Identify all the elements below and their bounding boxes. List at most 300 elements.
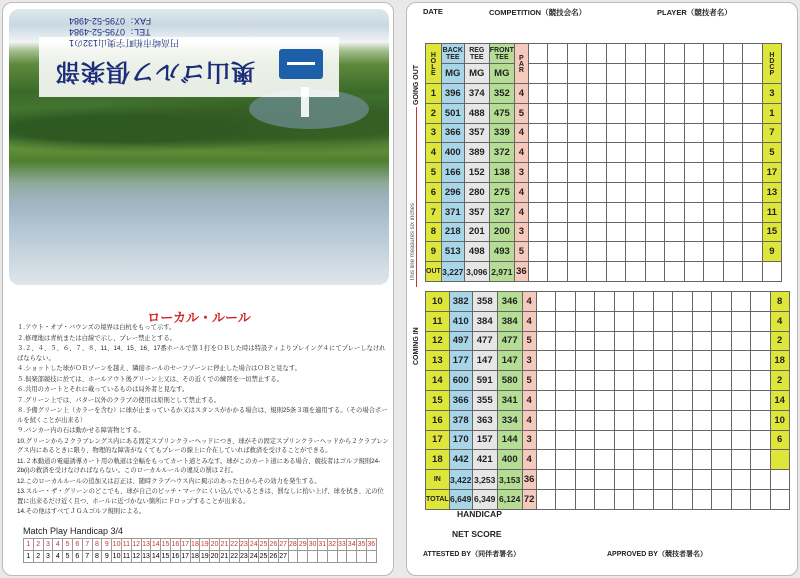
score-cell[interactable] [614,390,634,410]
score-cell[interactable] [743,182,763,202]
score-cell[interactable] [595,371,615,391]
score-cell[interactable] [634,292,654,312]
score-cell[interactable] [567,182,587,202]
score-cell[interactable] [567,163,587,183]
score-cell[interactable] [634,489,654,509]
score-cell[interactable] [606,143,626,163]
address-line: FAX：0795-52-4984 [69,16,152,26]
score-cell[interactable] [536,390,556,410]
score-cell[interactable] [665,103,685,123]
score-cell[interactable] [704,103,724,123]
score-cell[interactable] [673,351,693,371]
back-tee-yards: 378 [449,410,472,430]
score-cell[interactable] [731,450,751,470]
score-cell[interactable] [626,262,646,282]
score-cell[interactable] [567,64,587,84]
score-cell[interactable] [626,182,646,202]
score-cell[interactable] [743,202,763,222]
score-cell[interactable] [665,222,685,242]
score-cell[interactable] [712,470,732,490]
score-cell[interactable] [587,123,607,143]
score-cell[interactable] [548,202,568,222]
score-cell[interactable] [587,202,607,222]
score-cell[interactable] [606,123,626,143]
score-cell[interactable] [653,331,673,351]
score-cell[interactable] [556,410,576,430]
score-cell[interactable] [704,163,724,183]
score-cell[interactable] [723,123,743,143]
score-cell[interactable] [673,371,693,391]
reg-tee-yards: 280 [464,182,489,202]
score-cell[interactable] [587,182,607,202]
score-cell[interactable] [762,262,781,282]
score-cell[interactable] [692,351,712,371]
score-cell[interactable] [528,64,548,84]
score-cell[interactable] [692,292,712,312]
score-cell[interactable] [731,489,751,509]
score-cell[interactable] [614,410,634,430]
score-cell[interactable] [731,390,751,410]
score-cell[interactable] [645,163,665,183]
score-cell[interactable] [704,222,724,242]
score-cell[interactable] [567,143,587,163]
score-cell[interactable] [731,430,751,450]
back-tee-yards: 6,649 [449,489,472,509]
score-cell[interactable] [614,292,634,312]
score-cell[interactable] [614,331,634,351]
score-cell[interactable] [587,222,607,242]
score-cell[interactable] [673,470,693,490]
score-cell[interactable] [548,84,568,104]
hole-number: 4 [426,143,442,163]
score-cell[interactable] [751,410,771,430]
score-cell[interactable] [743,64,763,84]
rule-item: 12.このローカルルールの追加又は訂正は、随時クラブハウス内に掲示のあった日からその効力を発生する。 [17,477,321,485]
score-cell[interactable] [645,84,665,104]
score-cell[interactable] [673,292,693,312]
score-cell[interactable] [645,262,665,282]
hdcp-value: 6 [770,430,789,450]
score-cell[interactable] [684,242,704,262]
score-cell[interactable] [645,44,665,64]
score-cell[interactable] [712,311,732,331]
score-cell[interactable] [614,470,634,490]
score-cell[interactable] [528,163,548,183]
score-cell[interactable] [712,371,732,391]
score-cell[interactable] [751,371,771,391]
score-cell[interactable] [595,410,615,430]
score-cell[interactable] [673,489,693,509]
score-cell[interactable] [536,311,556,331]
score-cell[interactable] [606,262,626,282]
score-cell[interactable] [751,470,771,490]
score-cell[interactable] [653,390,673,410]
score-cell[interactable] [595,470,615,490]
score-cell[interactable] [548,123,568,143]
score-cell[interactable] [723,103,743,123]
score-cell[interactable] [556,470,576,490]
score-cell[interactable] [595,292,615,312]
score-cell[interactable] [653,311,673,331]
score-cell[interactable] [528,262,548,282]
score-cell[interactable] [731,371,751,391]
score-cell[interactable] [692,410,712,430]
score-cell[interactable] [665,242,685,262]
hdcp-value: 10 [770,410,789,430]
score-cell[interactable] [595,311,615,331]
score-cell[interactable] [595,430,615,450]
score-cell[interactable] [634,351,654,371]
score-cell[interactable] [634,390,654,410]
score-cell[interactable] [704,123,724,143]
score-cell[interactable] [575,470,595,490]
score-cell[interactable] [575,292,595,312]
score-cell[interactable] [723,44,743,64]
score-cell[interactable] [704,202,724,222]
score-cell[interactable] [595,450,615,470]
hole-number: OUT [426,262,442,282]
score-cell[interactable] [751,351,771,371]
score-cell[interactable] [653,371,673,391]
score-cell[interactable] [614,371,634,391]
score-cell[interactable] [626,143,646,163]
score-cell[interactable] [712,450,732,470]
score-cell[interactable] [626,242,646,262]
score-cell[interactable] [751,450,771,470]
score-cell[interactable] [743,103,763,123]
score-cell[interactable] [528,182,548,202]
score-cell[interactable] [548,44,568,64]
score-cell[interactable] [684,64,704,84]
score-cell[interactable] [743,44,763,64]
score-cell[interactable] [645,222,665,242]
score-cell[interactable] [536,292,556,312]
score-cell[interactable] [684,202,704,222]
score-cell[interactable] [548,163,568,183]
score-cell[interactable] [548,222,568,242]
score-cell[interactable] [634,470,654,490]
mp-cell: 11 [121,551,131,563]
score-cell[interactable] [743,143,763,163]
score-cell[interactable] [614,311,634,331]
score-cell[interactable] [692,470,712,490]
score-cell[interactable] [731,311,751,331]
score-cell[interactable] [723,262,743,282]
score-cell[interactable] [626,163,646,183]
score-cell[interactable] [575,311,595,331]
score-cell[interactable] [770,489,789,509]
score-cell[interactable] [626,123,646,143]
score-cell[interactable] [712,410,732,430]
mp-cell: 22 [229,539,239,551]
score-cell[interactable] [567,44,587,64]
score-cell[interactable] [723,202,743,222]
score-cell[interactable] [723,222,743,242]
score-cell[interactable] [567,123,587,143]
score-cell[interactable] [665,143,685,163]
score-cell[interactable] [665,44,685,64]
score-cell[interactable] [653,470,673,490]
score-cell[interactable] [665,64,685,84]
score-cell[interactable] [614,489,634,509]
score-cell[interactable] [692,311,712,331]
score-cell[interactable] [653,351,673,371]
score-cell[interactable] [587,163,607,183]
score-cell[interactable] [606,103,626,123]
score-cell[interactable] [723,143,743,163]
score-cell[interactable] [665,262,685,282]
score-cell[interactable] [567,84,587,104]
score-cell[interactable] [536,331,556,351]
score-cell[interactable] [587,242,607,262]
score-cell[interactable] [723,182,743,202]
score-cell[interactable] [528,103,548,123]
score-cell[interactable] [684,143,704,163]
score-cell[interactable] [653,489,673,509]
score-cell[interactable] [575,331,595,351]
score-cell[interactable] [645,182,665,202]
score-cell[interactable] [653,410,673,430]
score-cell[interactable] [712,390,732,410]
score-cell[interactable] [606,64,626,84]
score-cell[interactable] [567,262,587,282]
score-cell[interactable] [536,371,556,391]
score-cell[interactable] [731,331,751,351]
score-cell[interactable] [665,182,685,202]
score-cell[interactable] [704,64,724,84]
score-cell[interactable] [556,292,576,312]
score-cell[interactable] [556,489,576,509]
score-cell[interactable] [665,163,685,183]
score-cell[interactable] [548,103,568,123]
score-cell[interactable] [712,489,732,509]
score-cell[interactable] [528,202,548,222]
score-cell[interactable] [556,331,576,351]
score-cell[interactable] [528,222,548,242]
score-cell[interactable] [684,84,704,104]
score-cell[interactable] [673,410,693,430]
score-cell[interactable] [731,351,751,371]
score-cell[interactable] [645,202,665,222]
score-cell[interactable] [712,331,732,351]
score-cell[interactable] [634,331,654,351]
score-cell[interactable] [575,410,595,430]
score-cell[interactable] [673,430,693,450]
score-cell[interactable] [684,222,704,242]
score-cell[interactable] [731,410,751,430]
score-cell[interactable] [626,103,646,123]
score-cell[interactable] [751,489,771,509]
score-cell[interactable] [575,351,595,371]
score-cell[interactable] [528,143,548,163]
score-cell[interactable] [712,351,732,371]
score-cell[interactable] [692,450,712,470]
score-cell[interactable] [556,390,576,410]
score-cell[interactable] [548,64,568,84]
score-cell[interactable] [606,202,626,222]
score-cell[interactable] [536,450,556,470]
score-cell[interactable] [692,430,712,450]
score-cell[interactable] [567,202,587,222]
score-cell[interactable] [626,202,646,222]
score-cell[interactable] [704,143,724,163]
score-cell[interactable] [587,103,607,123]
front-tee-yards: 334 [497,410,522,430]
score-cell[interactable] [528,123,548,143]
score-cell[interactable] [634,311,654,331]
score-cell[interactable] [587,84,607,104]
score-cell[interactable] [684,182,704,202]
score-cell[interactable] [712,292,732,312]
score-cell[interactable] [536,470,556,490]
score-cell[interactable] [645,123,665,143]
score-cell[interactable] [743,262,763,282]
score-cell[interactable] [614,351,634,371]
score-cell[interactable] [704,44,724,64]
score-cell[interactable] [751,390,771,410]
score-cell[interactable] [556,351,576,371]
score-cell[interactable] [614,430,634,450]
score-cell[interactable] [692,331,712,351]
score-cell[interactable] [575,430,595,450]
score-cell[interactable] [528,242,548,262]
score-cell[interactable] [770,470,789,490]
score-cell[interactable] [673,450,693,470]
score-cell[interactable] [645,64,665,84]
score-cell[interactable] [548,143,568,163]
score-cell[interactable] [556,450,576,470]
score-cell[interactable] [575,450,595,470]
score-cell[interactable] [673,390,693,410]
score-cell[interactable] [751,331,771,351]
score-cell[interactable] [536,489,556,509]
score-cell[interactable] [536,410,556,430]
score-cell[interactable] [723,84,743,104]
score-cell[interactable] [704,84,724,104]
score-cell[interactable] [665,123,685,143]
score-cell[interactable] [556,311,576,331]
score-cell[interactable] [626,84,646,104]
score-cell[interactable] [614,450,634,470]
back-tee-header: BACK TEE [441,44,464,64]
score-cell[interactable] [704,182,724,202]
score-cell[interactable] [626,222,646,242]
score-cell[interactable] [606,84,626,104]
score-cell[interactable] [653,292,673,312]
score-cell[interactable] [673,311,693,331]
score-cell[interactable] [751,311,771,331]
score-cell[interactable] [704,262,724,282]
score-cell[interactable] [556,430,576,450]
score-cell[interactable] [743,222,763,242]
score-cell[interactable] [692,390,712,410]
score-cell[interactable] [595,390,615,410]
score-cell[interactable] [536,430,556,450]
hdcp-value: 8 [770,292,789,312]
mp-cell: 31 [317,539,327,551]
score-cell[interactable] [634,430,654,450]
score-cell[interactable] [634,450,654,470]
score-cell[interactable] [575,390,595,410]
score-cell[interactable] [548,182,568,202]
score-cell[interactable] [606,163,626,183]
score-cell[interactable] [606,242,626,262]
score-cell[interactable] [587,143,607,163]
score-cell[interactable] [595,351,615,371]
score-cell[interactable] [723,163,743,183]
score-cell[interactable] [606,222,626,242]
score-cell[interactable] [704,242,724,262]
score-cell[interactable] [595,331,615,351]
score-cell[interactable] [653,450,673,470]
score-cell[interactable] [575,489,595,509]
score-cell[interactable] [548,242,568,262]
score-cell[interactable] [645,103,665,123]
score-cell[interactable] [743,242,763,262]
score-cell[interactable] [575,371,595,391]
score-cell[interactable] [567,103,587,123]
score-cell[interactable] [731,292,751,312]
score-cell[interactable] [634,371,654,391]
score-cell[interactable] [606,44,626,64]
score-cell[interactable] [665,202,685,222]
score-cell[interactable] [692,371,712,391]
score-cell[interactable] [684,123,704,143]
score-cell[interactable] [645,143,665,163]
score-cell[interactable] [751,430,771,450]
score-cell[interactable] [606,182,626,202]
score-cell[interactable] [626,44,646,64]
score-cell[interactable] [634,410,654,430]
score-cell[interactable] [645,242,665,262]
mp-cell: 6 [72,551,82,563]
score-cell[interactable] [528,44,548,64]
score-cell[interactable] [751,292,771,312]
score-cell[interactable] [743,123,763,143]
score-cell[interactable] [684,163,704,183]
score-cell[interactable] [684,103,704,123]
player-label: PLAYER（競技者名） [657,8,732,17]
score-cell[interactable] [731,470,751,490]
score-cell[interactable] [536,351,556,371]
par-value: 3 [522,430,536,450]
score-cell[interactable] [673,331,693,351]
score-cell[interactable] [587,262,607,282]
score-cell[interactable] [684,44,704,64]
score-cell[interactable] [528,84,548,104]
score-cell[interactable] [567,222,587,242]
score-cell[interactable] [626,64,646,84]
hole-row [426,311,790,331]
score-cell[interactable] [567,242,587,262]
score-cell[interactable] [587,64,607,84]
score-cell[interactable] [723,242,743,262]
score-cell[interactable] [653,430,673,450]
score-cell[interactable] [743,84,763,104]
score-cell[interactable] [587,44,607,64]
score-cell[interactable] [665,84,685,104]
match-play-title: Match Play Handicap 3/4 [23,526,124,536]
score-cell[interactable] [692,489,712,509]
score-cell[interactable] [595,489,615,509]
score-cell[interactable] [723,64,743,84]
rules-card [2,2,394,576]
score-cell[interactable] [548,262,568,282]
score-cell[interactable] [684,262,704,282]
score-cell[interactable] [556,371,576,391]
score-cell[interactable] [743,163,763,183]
score-cell[interactable] [712,430,732,450]
